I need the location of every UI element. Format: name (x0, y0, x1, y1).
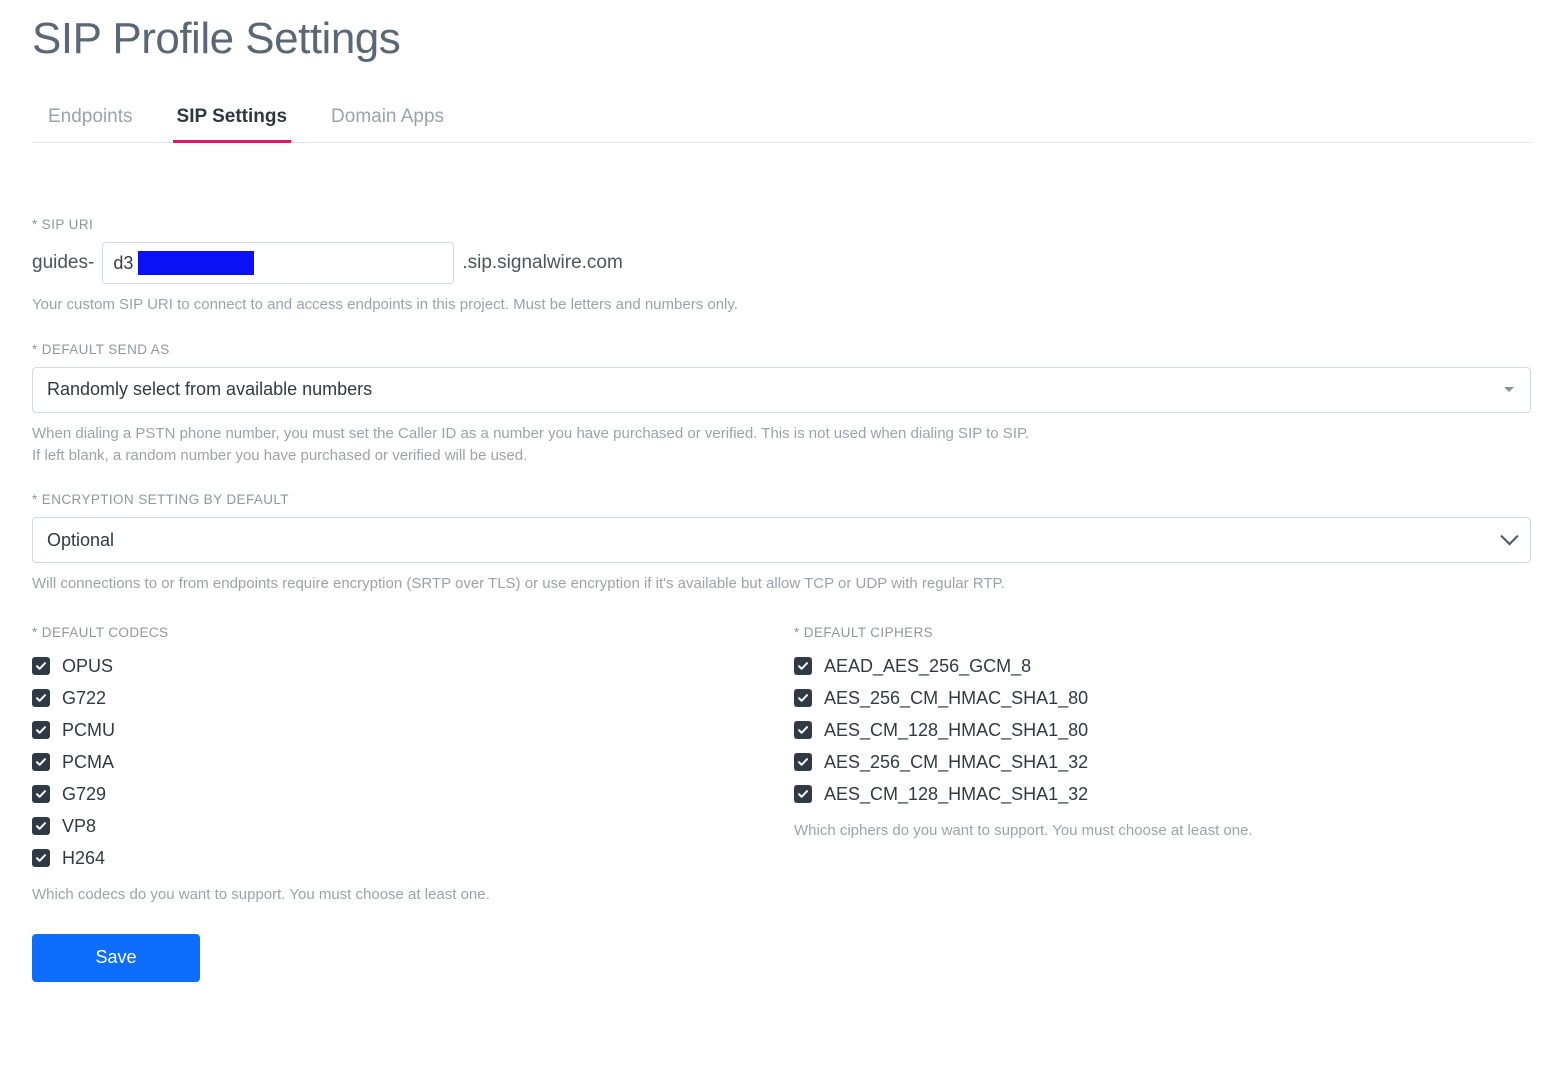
list-item-label: VP8 (62, 815, 97, 836)
checkbox-icon[interactable] (32, 849, 50, 867)
default-codecs-section (32, 625, 794, 906)
default-ciphers-label: * DEFAULT CIPHERS (794, 625, 934, 640)
list-item-label: AES_256_CM_HMAC_SHA1_80 (824, 687, 1089, 708)
list-item-label: G722 (62, 687, 107, 708)
sip-uri-input[interactable] (102, 242, 454, 284)
list-item[interactable] (32, 746, 794, 778)
list-item[interactable] (32, 682, 794, 714)
tab-domain-apps[interactable]: Domain Apps (327, 106, 448, 142)
codecs-list (32, 650, 794, 874)
default-send-as-hint-line2: If left blank, a random number you have purchased or verified will be used. (32, 446, 528, 464)
sip-uri-input-wrapper (102, 242, 454, 284)
checkbox-icon[interactable] (794, 657, 812, 675)
list-item-label: PCMA (62, 751, 115, 772)
list-item[interactable] (32, 650, 794, 682)
list-item[interactable] (794, 746, 1531, 778)
chevron-down-icon (1500, 527, 1518, 545)
default-send-as-section (32, 342, 1531, 467)
ciphers-hint: Which ciphers do you want to support. You must choose at least one. (794, 822, 1253, 839)
list-item[interactable] (32, 778, 794, 810)
checkbox-icon[interactable] (794, 721, 812, 739)
checkbox-icon[interactable] (32, 657, 50, 675)
sip-uri-row (32, 242, 1531, 284)
checkbox-icon[interactable] (32, 689, 50, 707)
default-send-as-select[interactable] (32, 367, 1531, 413)
list-item-label: G729 (62, 783, 107, 804)
list-item-label: PCMU (62, 719, 115, 740)
list-item[interactable] (32, 714, 794, 746)
encryption-section (32, 492, 1531, 595)
checkbox-icon[interactable] (794, 785, 812, 803)
list-item[interactable] (794, 714, 1531, 746)
encryption-hint: Will connections to or from endpoints require encryption (SRTP over TLS) or use encryption if it's available but allow TCP or UDP with regular RTP. (32, 575, 1005, 593)
checkbox-icon[interactable] (794, 689, 812, 707)
sip-uri-label: * SIP URI (32, 217, 94, 232)
codecs-ciphers-columns (32, 625, 1531, 906)
sip-settings-form (32, 217, 1531, 982)
default-ciphers-section (794, 625, 1531, 906)
list-item-label: OPUS (62, 655, 114, 676)
checkbox-icon[interactable] (32, 817, 50, 835)
ciphers-list (794, 650, 1531, 810)
list-item[interactable] (794, 682, 1531, 714)
list-item[interactable] (32, 842, 794, 874)
list-item-label: AES_CM_128_HMAC_SHA1_80 (824, 719, 1089, 740)
tab-sip-settings[interactable]: SIP Settings (173, 106, 292, 142)
encryption-value: Optional (47, 529, 115, 550)
codecs-hint: Which codecs do you want to support. You must choose at least one. (32, 886, 490, 903)
save-button[interactable]: Save (32, 934, 200, 982)
checkbox-icon[interactable] (32, 785, 50, 803)
list-item[interactable] (794, 778, 1531, 810)
list-item-label: H264 (62, 847, 106, 868)
list-item-label: AEAD_AES_256_GCM_8 (824, 655, 1032, 676)
sip-uri-hint: Your custom SIP URI to connect to and access endpoints in this project. Must be letters and numbers only. (32, 296, 738, 313)
default-send-as-label: * DEFAULT SEND AS (32, 341, 170, 357)
tab-bar (32, 106, 1531, 143)
encryption-select[interactable] (32, 517, 1531, 563)
default-send-as-hint-line1: When dialing a PSTN phone number, you must set the Caller ID as a number you have purchased or verified. This is not used when dialing SIP to SIP. (32, 424, 1030, 442)
checkbox-icon[interactable] (32, 721, 50, 739)
default-send-as-hint (32, 423, 1531, 467)
checkbox-icon[interactable] (32, 753, 50, 771)
list-item-label: AES_CM_128_HMAC_SHA1_32 (824, 783, 1089, 804)
list-item[interactable] (32, 810, 794, 842)
sip-profile-settings-page (0, 14, 1563, 982)
tab-endpoints[interactable]: Endpoints (44, 106, 137, 142)
encryption-label: * ENCRYPTION SETTING BY DEFAULT (32, 492, 289, 508)
list-item[interactable] (794, 650, 1531, 682)
page-title: SIP Profile Settings (32, 14, 401, 63)
checkbox-icon[interactable] (794, 753, 812, 771)
sip-uri-suffix: .sip.signalwire.com (462, 252, 623, 273)
default-send-as-value: Randomly select from available numbers (47, 379, 373, 400)
list-item-label: AES_256_CM_HMAC_SHA1_32 (824, 751, 1089, 772)
sip-uri-prefix: guides- (32, 252, 95, 273)
chevron-down-icon (1504, 387, 1514, 392)
default-codecs-label: * DEFAULT CODECS (32, 625, 169, 640)
